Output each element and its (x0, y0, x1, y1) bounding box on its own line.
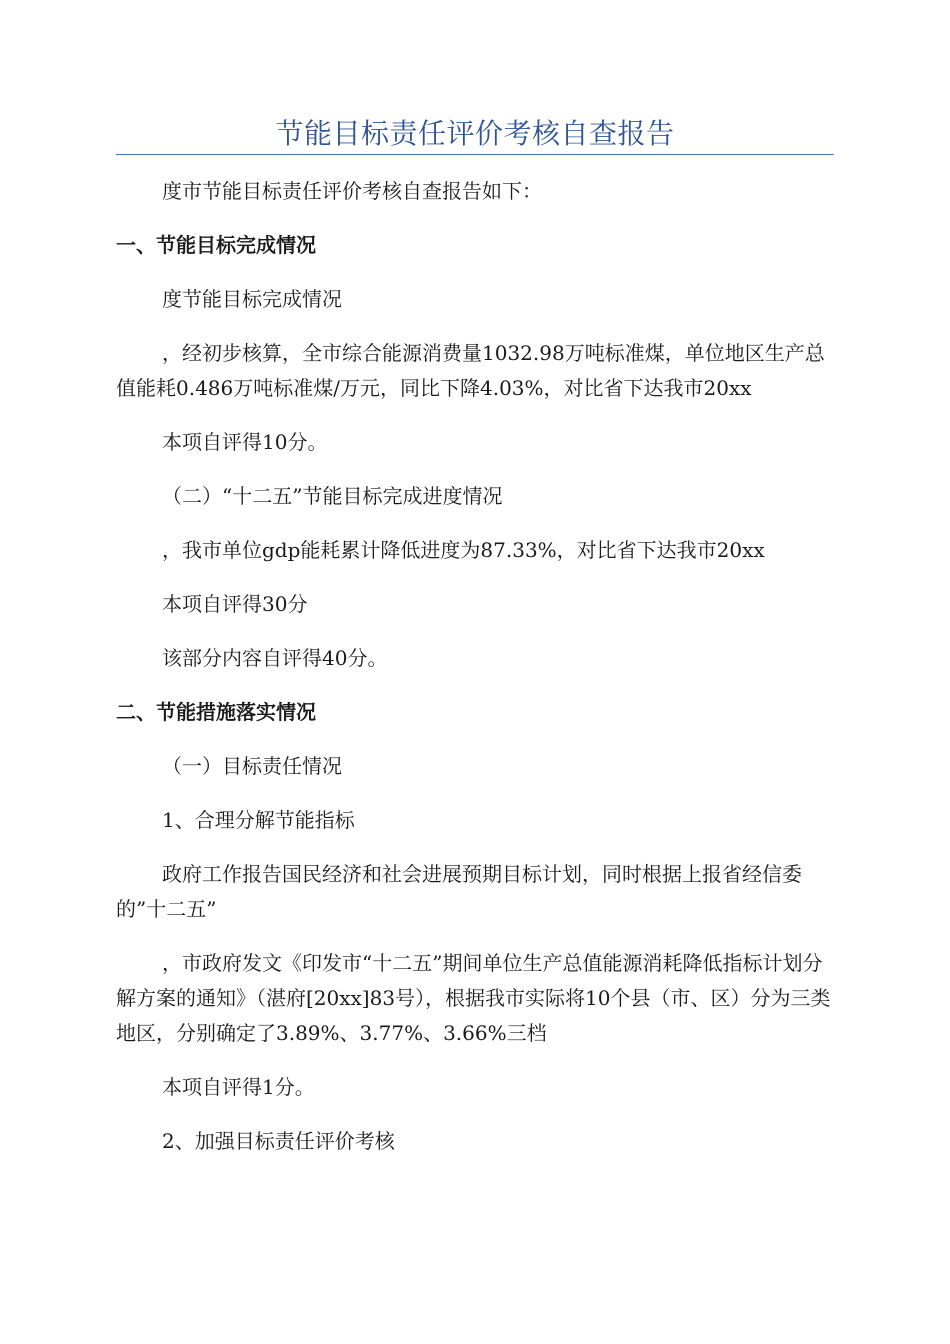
paragraph: 该部分内容自评得40分。 (162, 646, 388, 670)
paragraph: 2、加强目标责任评价考核 (162, 1129, 395, 1153)
paragraph: ，我市单位gdp能耗累计降低进度为87.33%，对比省下达我市20xx (162, 538, 765, 562)
paragraph: 1、合理分解节能指标 (162, 808, 355, 832)
document-page (116, 0, 834, 1344)
paragraph: （一）目标责任情况 (162, 754, 342, 778)
section-heading-2: 二、节能措施落实情况 (116, 700, 316, 724)
paragraph: 政府工作报告国民经济和社会进展预期目标计划，同时根据上报省经信委的”十二五” (116, 862, 802, 921)
paragraph: 本项自评得10分。 (162, 430, 328, 454)
paragraph: ，经初步核算，全市综合能源消费量1032.98万吨标准煤，单位地区生产总值能耗0.486万吨标准煤/万元，同比下降4.03%，对比省下达我市20xx (116, 341, 825, 400)
title-underline (116, 154, 834, 155)
section-heading-1: 一、节能目标完成情况 (116, 233, 316, 257)
paragraph: （二）“十二五”节能目标完成进度情况 (162, 484, 503, 508)
paragraph: ，市政府发文《印发市“十二五”期间单位生产总值能源消耗降低指标计划分解方案的通知》（湛府[20xx]83号），根据我市实际将10个县（市、区）分为三类地区，分别确定了3.89%、3.77%、3.66%三档 (116, 951, 831, 1045)
paragraph: 本项自评得1分。 (162, 1075, 315, 1099)
document-body (116, 174, 834, 1159)
intro-paragraph: 度市节能目标责任评价考核自查报告如下： (162, 179, 542, 203)
paragraph: 度节能目标完成情况 (162, 287, 342, 311)
document-title: 节能目标责任评价考核自查报告 (275, 117, 675, 150)
paragraph: 本项自评得30分 (162, 592, 308, 616)
